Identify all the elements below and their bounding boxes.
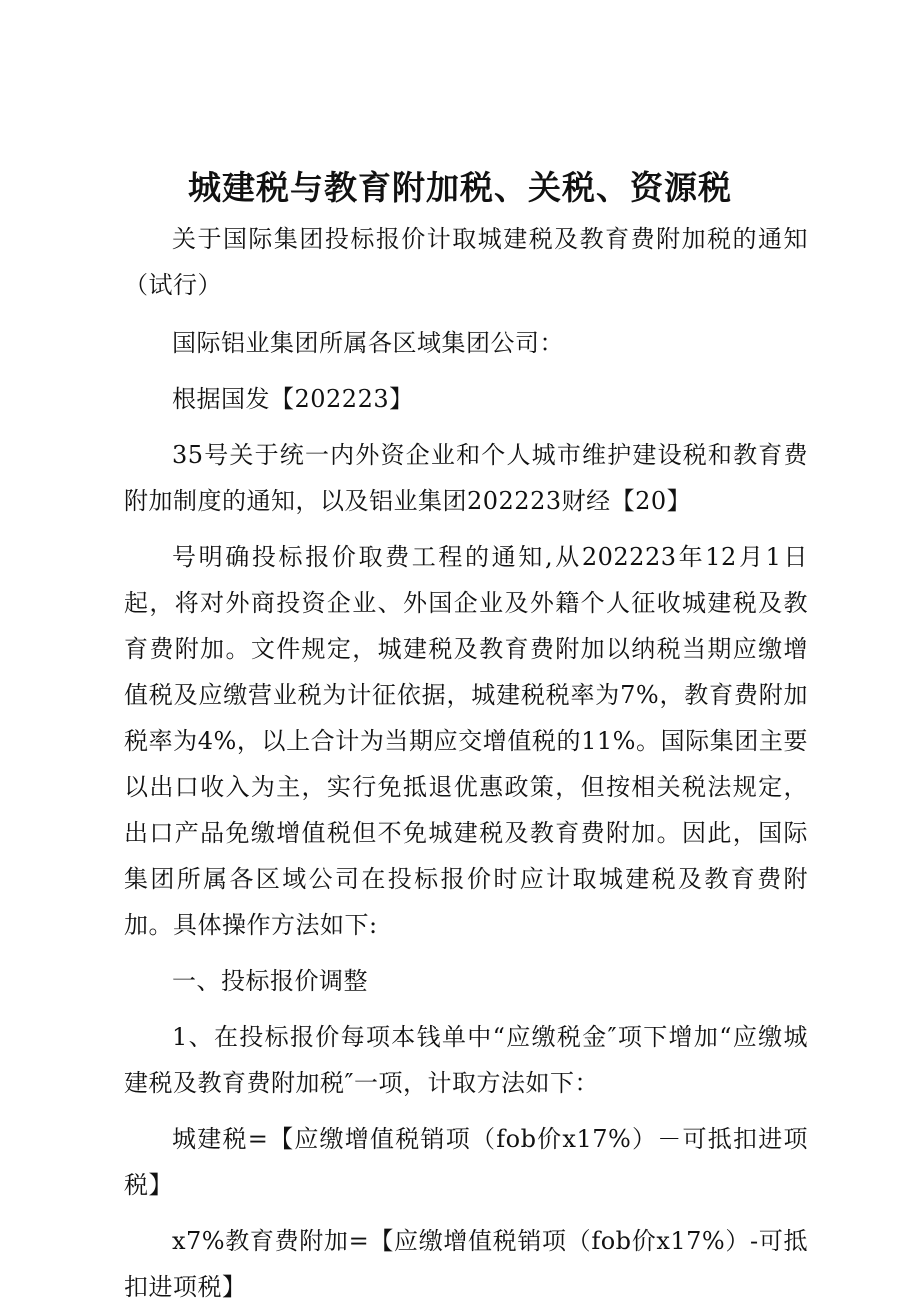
paragraph-basis: 根据国发【202223】 <box>172 385 414 413</box>
paragraph-main-text: 号明确投标报价取费工程的通知,从202223年12月1日起，将对外商投资企业、外国企业及外籍个人征收城建税及教育费附加。文件规定，城建税及教育费附加以纳税当期应缴增值税及应缴营业税为计征依据，城建税税率为7%，教育费附加税率为4%，以上合计为当期应交增值税的11%。国际集团主要以出口收入为主，实行免抵退优惠政策，但按相关税法规定，出口产品免缴增值税但不免城建税及教育费附加。因此，国际集团所属各区域公司在投标报价时应计取城建税及教育费附加。具体操作方法如下: <box>124 543 808 939</box>
paragraph-addressee: 国际铝业集团所属各区域集团公司： <box>172 329 564 357</box>
paragraph-notice-heading: 关于国际集团投标报价计取城建税及教育费附加税的通知（试行） <box>124 225 808 299</box>
paragraph-item-1: 1、在投标报价每项本钱单中“应缴税金″项下增加“应缴城建税及教育费附加税″一项，计取方法如下： <box>124 1023 808 1097</box>
document-body <box>124 216 808 1310</box>
paragraph-reference: 35号关于统一内外资企业和个人城市维护建设税和教育费附加制度的通知，以及铝业集团202223财经【20】 <box>124 441 808 515</box>
paragraph-formula-city-tax: 城建税=【应缴增值税销项（fob价x17%）－可抵扣进项税】 <box>124 1125 808 1199</box>
paragraph-formula-education: x7%教育费附加=【应缴增值税销项（fob价x17%）-可抵扣进项税】 <box>124 1227 808 1301</box>
document-title: 城建税与教育附加税、关税、资源税 <box>188 168 732 207</box>
paragraph-section-heading: 一、投标报价调整 <box>172 967 368 995</box>
